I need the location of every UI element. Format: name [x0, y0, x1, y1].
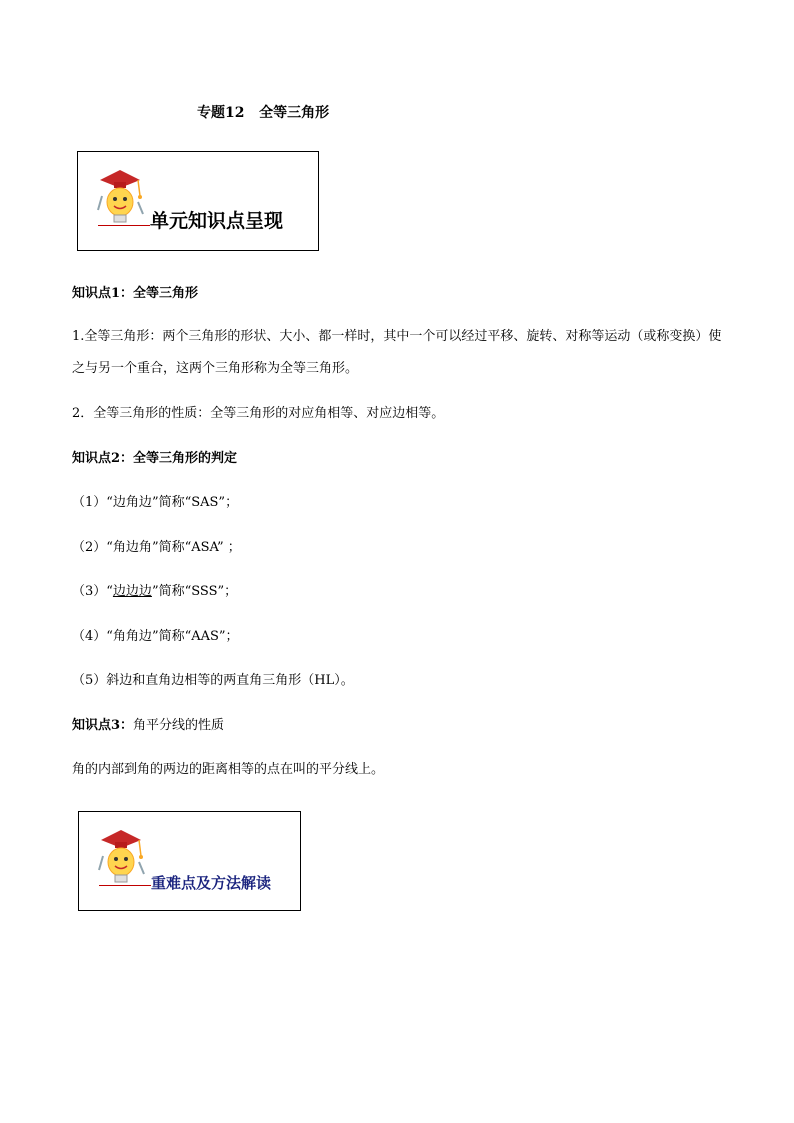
banner-title: 重难点及方法解读 [151, 874, 272, 892]
list-item: （1）“边角边”简称“SAS”； [72, 495, 239, 510]
list-item: （2）“角边角”简称“ASA” ； [72, 540, 241, 555]
graduate-bulb-icon [94, 166, 146, 230]
banner-title: 单元知识点呈现 [150, 210, 284, 232]
kp1-heading: 知识点1：全等三角形 [72, 286, 199, 301]
banner-underline [98, 225, 150, 226]
banner-underline [99, 885, 151, 886]
section-banner-knowledge [77, 151, 319, 251]
page-title: 专题12 全等三角形 [197, 105, 330, 121]
list-item: （4）“角角边”简称“AAS”； [72, 629, 239, 644]
kp1-paragraph-2: 2．全等三角形的性质：全等三角形的对应角相等、对应边相等。 [72, 406, 445, 421]
kp3-paragraph-1: 角的内部到角的两边的距离相等的点在叫的平分线上。 [72, 762, 385, 777]
section-banner-methods [78, 811, 301, 911]
kp1-paragraph-1: 1.全等三角形：两个三角形的形状、大小、都一样时，其中一个可以经过平移、旋转、对称等运动（或称变换）使之与另一个重合，这两个三角形称为全等三角形。 [72, 329, 722, 376]
list-item: （3）“边边边”简称“SSS”； [72, 584, 238, 599]
kp2-heading: 知识点2：全等三角形的判定 [72, 451, 238, 466]
kp3-heading: 知识点3：角平分线的性质 [72, 718, 225, 733]
list-item: （5）斜边和直角边相等的两直角三角形（HL）。 [72, 673, 354, 688]
graduate-bulb-icon [95, 826, 147, 890]
